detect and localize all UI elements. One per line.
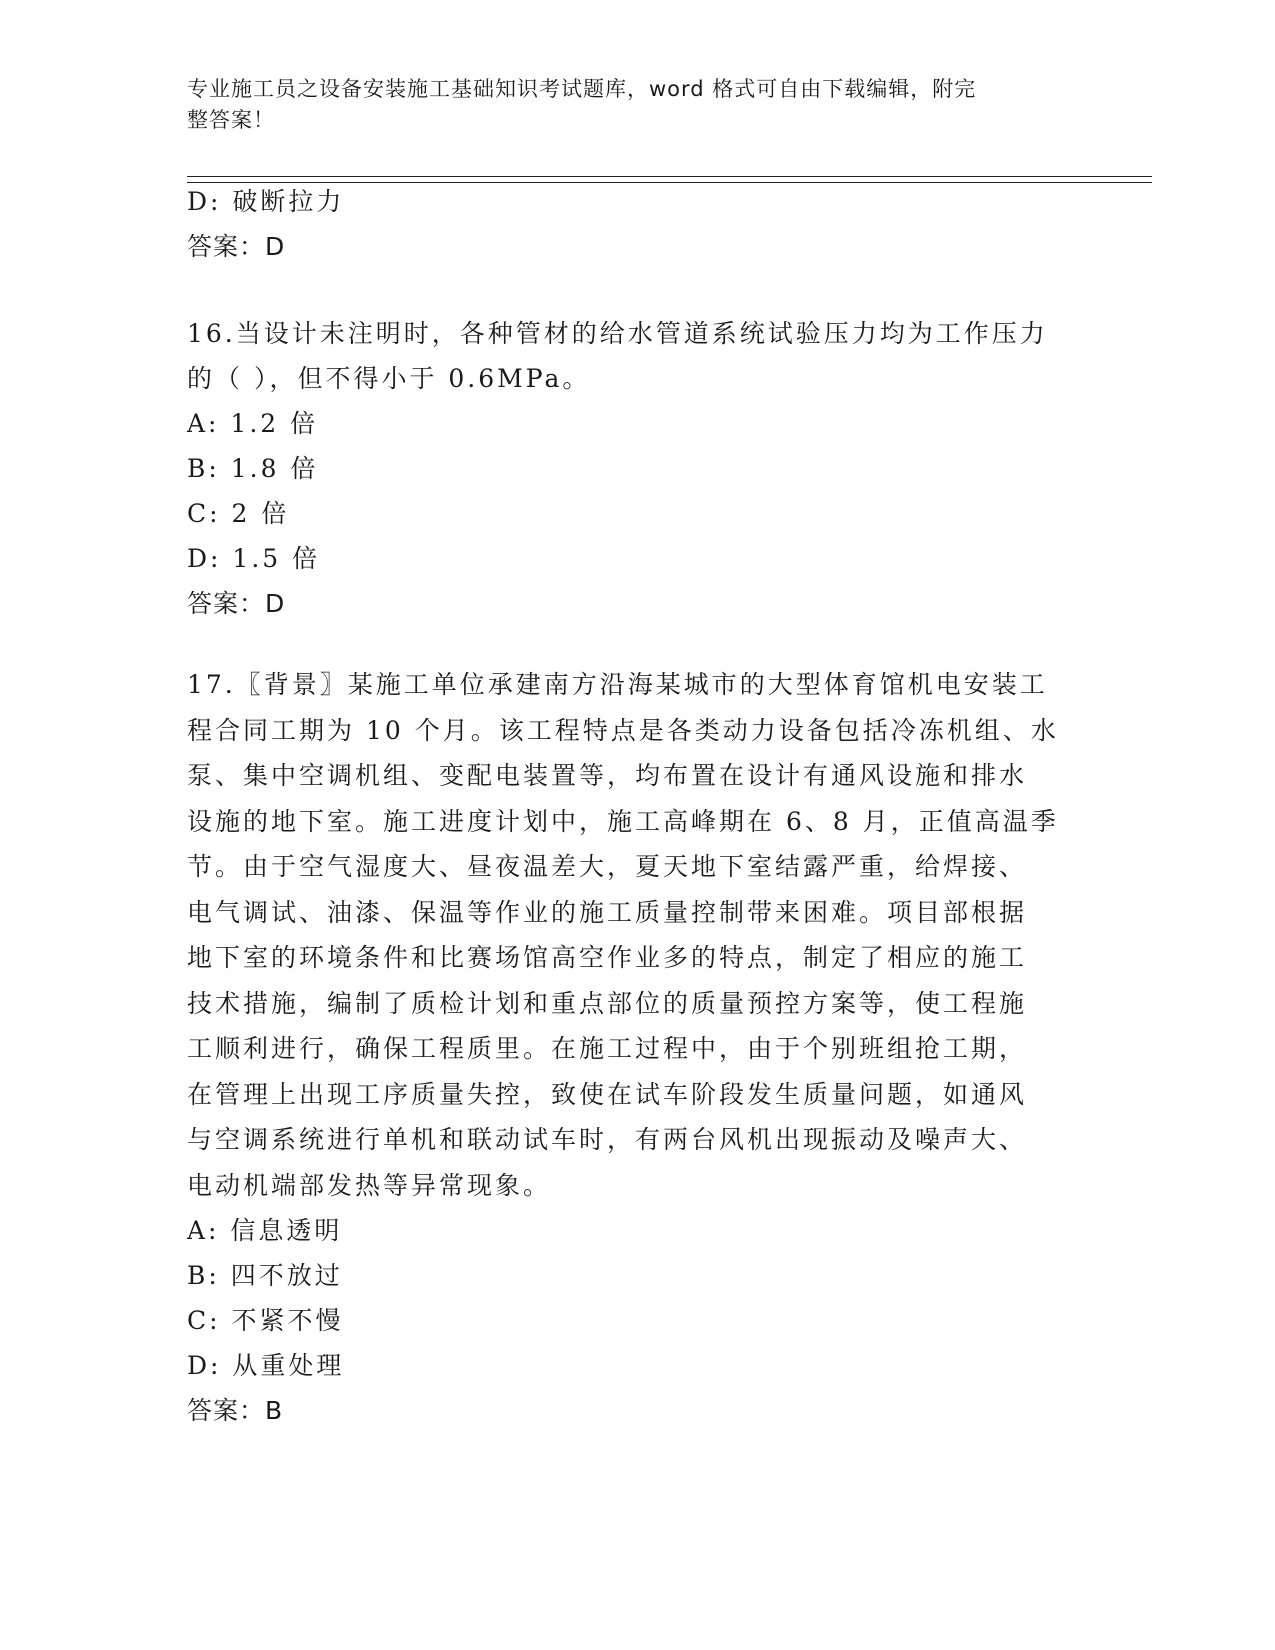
q17-option-a: A: 信息透明 <box>187 1216 343 1245</box>
q17-option-c: C: 不紧不慢 <box>187 1306 344 1335</box>
q17-stem-line: 技术措施，编制了质检计划和重点部位的质量预控方案等，使工程施 <box>187 988 1028 1018</box>
q17-stem <box>187 662 1067 1208</box>
document-page <box>187 0 1152 1650</box>
q16-option-c: C: 2 倍 <box>187 499 290 528</box>
q17-stem-line: 电气调试、油漆、保温等作业的施工质量控制带来困难。项目部根据 <box>187 897 1028 927</box>
q16-answer: 答案：D <box>187 589 286 618</box>
question-15-tail <box>187 179 1067 269</box>
q17-stem-line: 程合同工期为 10 个月。该工程特点是各类动力设备包括冷冻机组、水 <box>187 715 1059 745</box>
document-header <box>187 74 1067 136</box>
question-16 <box>187 311 1067 626</box>
header-divider-top <box>187 176 1152 177</box>
q16-stem-line-1: 16.当设计未注明时，各种管材的给水管道系统试验压力均为工作压力 <box>187 319 1048 348</box>
q17-stem-line: 在管理上出现工序质量失控，致使在试车阶段发生质量问题，如通风 <box>187 1079 1028 1109</box>
q16-option-b: B: 1.8 倍 <box>187 454 319 483</box>
q16-option-d: D: 1.5 倍 <box>187 544 321 573</box>
q17-stem-line: 工顺利进行，确保工程质里。在施工过程中，由于个别班组抢工期， <box>187 1034 1028 1063</box>
q17-stem-line: 17.〖背景〗某施工单位承建南方沿海某城市的大型体育馆机电安装工 <box>187 670 1048 699</box>
q16-option-a: A: 1.2 倍 <box>187 409 319 438</box>
q15-answer: 答案：D <box>187 232 286 261</box>
q17-answer: 答案：B <box>187 1396 284 1425</box>
header-line-2: 整答案！ <box>187 108 275 132</box>
q15-option-d: D: 破断拉力 <box>187 187 345 216</box>
q17-stem-line: 地下室的环境条件和比赛场馆高空作业多的特点，制定了相应的施工 <box>187 943 1028 972</box>
q17-option-b: B: 四不放过 <box>187 1261 343 1290</box>
q17-option-d: D: 从重处理 <box>187 1351 345 1380</box>
q17-stem-line: 电动机端部发热等异常现象。 <box>187 1170 552 1200</box>
q17-stem-line: 节。由于空气湿度大、昼夜温差大，夏天地下室结露严重，给焊接、 <box>187 852 1028 881</box>
question-17 <box>187 662 1067 1433</box>
q17-stem-line: 与空调系统进行单机和联动试车时，有两台风机出现振动及噪声大、 <box>187 1125 1028 1154</box>
q16-stem-line-2: 的（ ），但不得小于 0.6MPa。 <box>187 364 591 393</box>
header-line-1: 专业施工员之设备安装施工基础知识考试题库，word 格式可自由下载编辑，附完 <box>187 77 977 101</box>
q17-stem-line: 泵、集中空调机组、变配电装置等，均布置在设计有通风设施和排水 <box>187 761 1028 790</box>
q17-stem-line: 设施的地下室。施工进度计划中，施工高峰期在 6、8 月，正值高温季 <box>187 806 1059 836</box>
